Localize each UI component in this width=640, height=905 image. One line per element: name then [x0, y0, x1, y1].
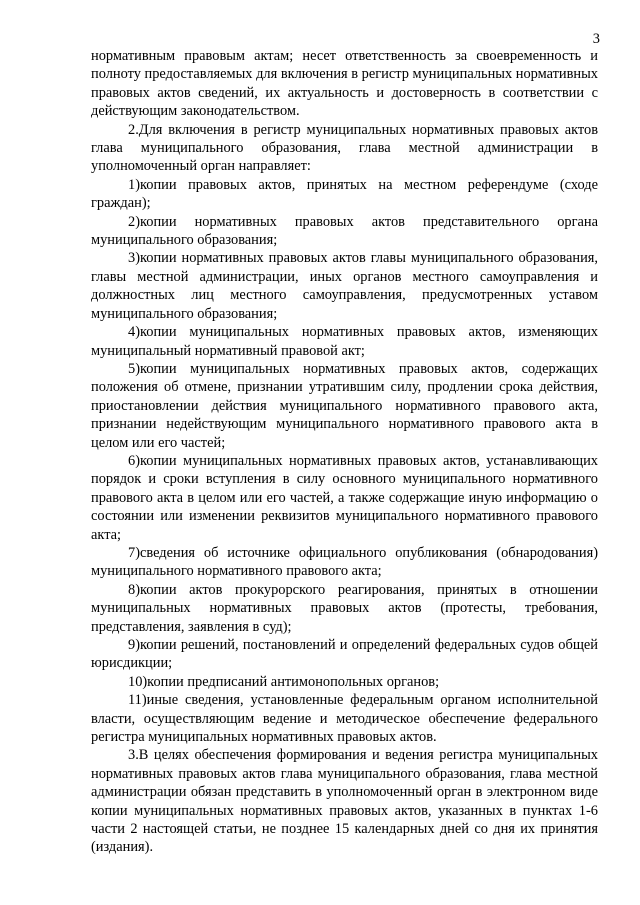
list-item-2: 2)копии нормативных правовых актов представительного органа муниципального образования;: [91, 213, 598, 249]
list-item-5: 5)копии муниципальных нормативных правовых актов, содержащих положения об отмене, признании утратившим силу, продлении срока действия, приостановлении действия муниципального нормативного правового акта, признании недействующим муниципального нормативного правового акта в целом или его частей;: [91, 360, 598, 451]
list-item-10: 10)копии предписаний антимонопольных органов;: [128, 673, 440, 690]
list-item-3: 3)копии нормативных правовых актов главы муниципального образования, главы местной администрации, иных органов местного самоуправления и должностных лиц местного самоуправления, предусмотренных уставом муниципального образования;: [91, 250, 598, 322]
list-item-11: 11)иные сведения, установленные федеральным органом исполнительной власти, осуществляющим ведение и методическое обеспечение федерального регистра муниципальных нормативных правовых актов.: [91, 692, 598, 746]
list-item-8: 8)копии актов прокурорского реагирования, принятых в отношении муниципальных нормативных правовых актов (протесты, требования, представления, заявления в суд);: [91, 581, 598, 635]
paragraph-continuation: нормативным правовым актам; несет ответственность за своевременность и полноту предоставляемых для включения в регистр муниципальных нормативных правовых актов сведений, их актуальность и достоверность в соответствии с действующим законодательством.: [91, 48, 598, 120]
list-item-9: 9)копии решений, постановлений и определений федеральных судов общей юрисдикции;: [91, 637, 598, 672]
page-number: 3: [592, 31, 600, 47]
paragraph-clause-3: 3.В целях обеспечения формирования и ведения регистра муниципальных нормативных правовых актов глава муниципального образования, глава местной администрации обязан представить в уполномоченный орган в электронном виде копии муниципальных нормативных правовых актов, указанных в пунктах 1-6 части 2 настоящей статьи, не позднее 15 календарных дней со дня их принятия (издания).: [91, 747, 598, 856]
document-body: [91, 47, 598, 857]
list-item-7: 7)сведения об источнике официального опубликования (обнародования) муниципального нормативного правового акта;: [91, 544, 598, 580]
list-item-4: 4)копии муниципальных нормативных правовых актов, изменяющих муниципальный нормативный правовой акт;: [91, 324, 598, 359]
list-item-1: 1)копии правовых актов, принятых на местном референдуме (сходе граждан);: [91, 176, 598, 212]
list-item-6: 6)копии муниципальных нормативных правовых актов, устанавливающих порядок и сроки вступления в силу основного муниципального нормативного правового акта в целом или его частей, а также содержащие иную информацию о состоянии или изменении реквизитов муниципального нормативного правового акта;: [91, 452, 598, 543]
paragraph-clause-2: 2.Для включения в регистр муниципальных нормативных правовых актов глава муниципального образования, глава местной администрации в уполномоченный орган направляет:: [91, 121, 598, 175]
